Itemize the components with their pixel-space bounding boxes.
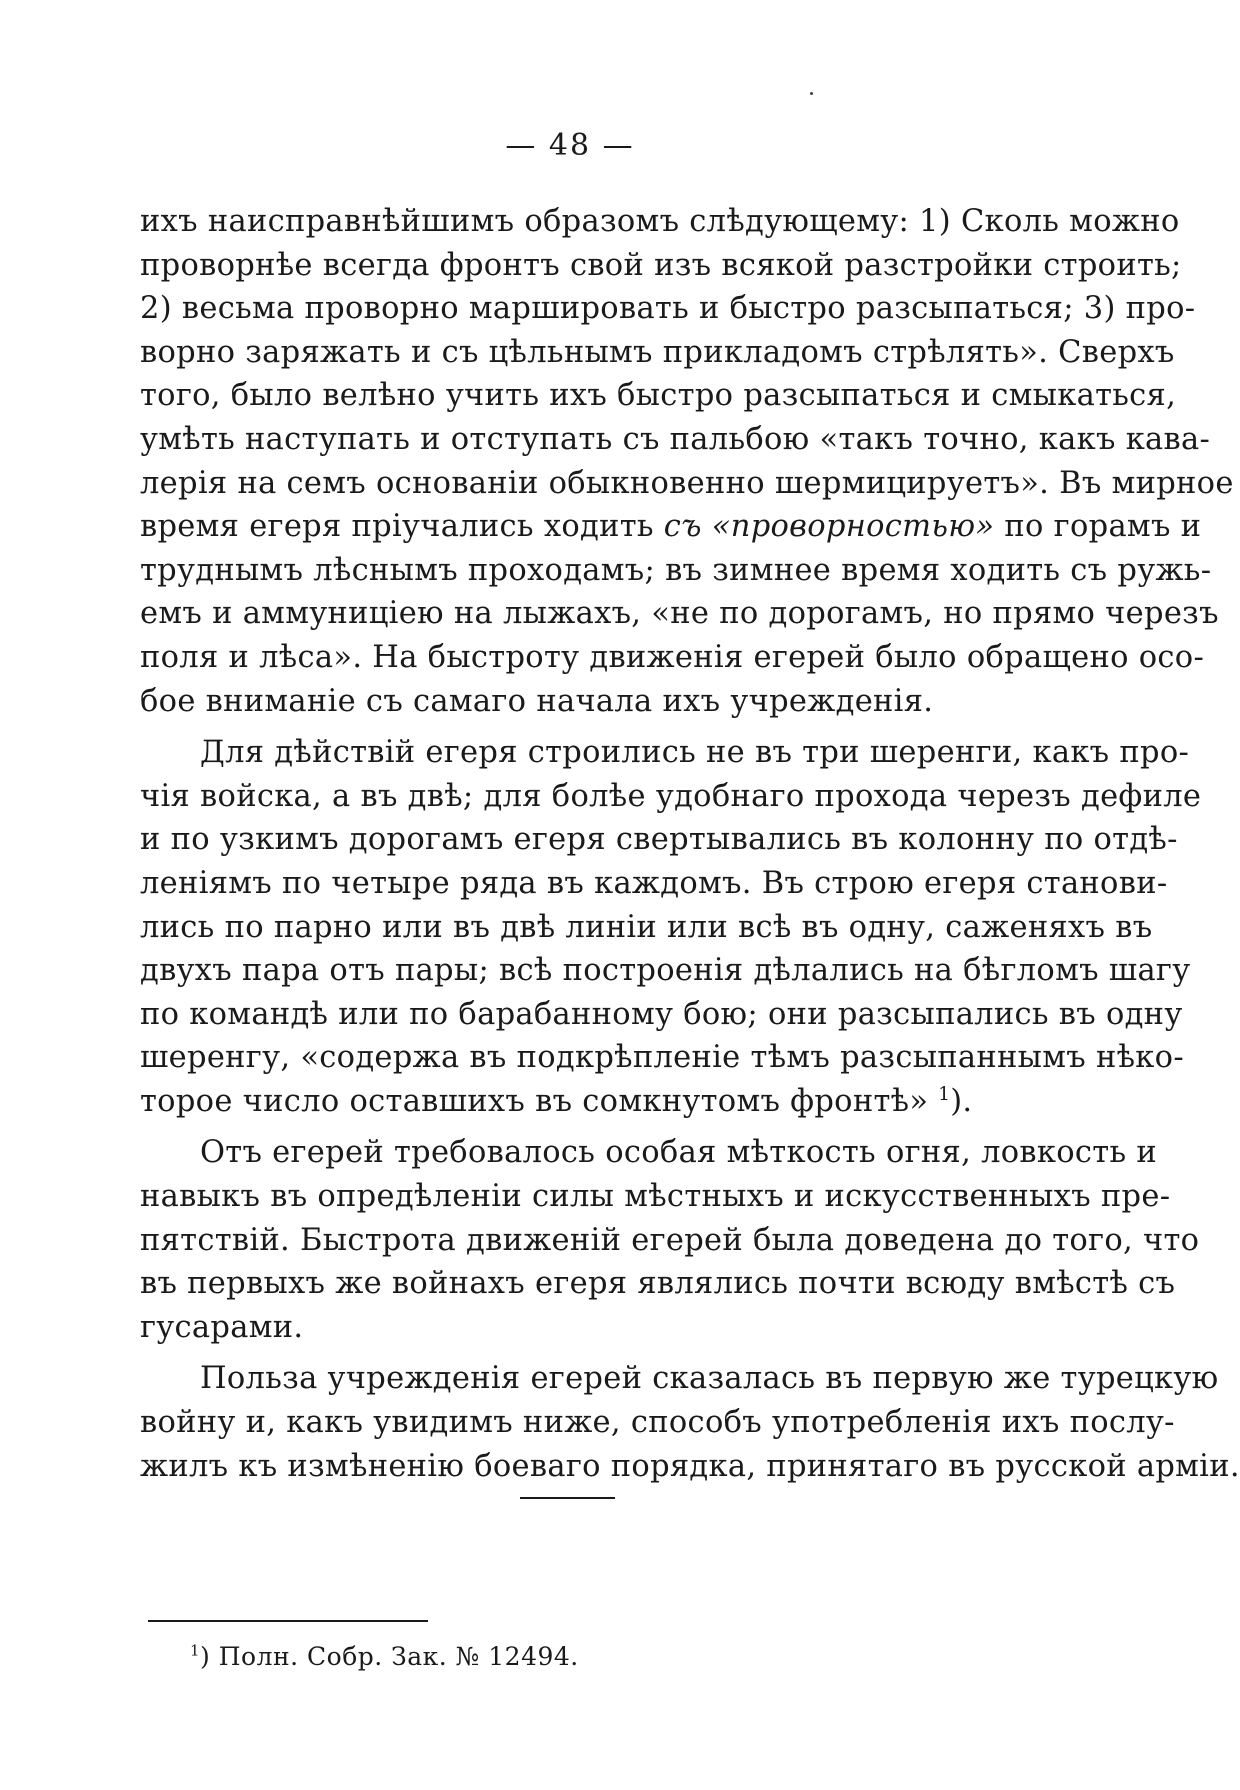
line-segment: по горамъ и <box>994 509 1202 545</box>
page-number: — 48 — <box>505 128 635 163</box>
text-line <box>140 505 1202 549</box>
text-line: и по узкимъ дорогамъ егеря свертывались въ колонну по отдѣ- <box>140 822 1178 858</box>
footnote-rule <box>148 1620 428 1622</box>
text-line: въ первыхъ же войнахъ егеря являлись почти всюду вмѣстѣ съ <box>140 1266 1176 1302</box>
footnote-text: ) Полн. Собр. Зак. № 12494. <box>200 1642 579 1671</box>
text-line: двухъ пара отъ пары; всѣ построенія дѣлались на бѣгломъ шагу <box>140 953 1191 989</box>
text-line: пятствій. Быстрота движеній егерей была доведена до того, что <box>140 1222 1200 1258</box>
text-line: лись по парно или въ двѣ линіи или всѣ въ одну, саженяхъ въ <box>140 909 1153 945</box>
text-line: навыкъ въ опредѣленіи силы мѣстныхъ и искусственныхъ пре- <box>140 1179 1171 1215</box>
paragraph <box>140 1357 1240 1488</box>
text-line: по командѣ или по барабанному бою; они разсыпались въ одну <box>140 996 1183 1032</box>
paragraph <box>140 200 1234 723</box>
footnote <box>190 1642 579 1671</box>
paragraph <box>140 731 1202 1123</box>
line-segment: торое число оставшихъ въ сомкнутомъ фронтѣ» <box>140 1083 939 1119</box>
text-line: умѣть наступать и отступать съ пальбою «такъ точно, какъ кава- <box>140 421 1211 457</box>
paragraph-gap <box>140 1123 1040 1131</box>
text-line: леніямъ по четыре ряда въ каждомъ. Въ строю егеря станови- <box>140 865 1168 901</box>
section-divider <box>520 1497 615 1499</box>
text-line: Польза учрежденія егерей сказалась въ первую же турецкую <box>200 1361 1219 1397</box>
italic-phrase: съ «проворностью» <box>663 509 995 545</box>
text-line: поля и лѣса». На быстроту движенія егерей было обращено осо- <box>140 639 1205 675</box>
footnote-reference: 1 <box>938 1083 951 1105</box>
text-line: бое вниманіе съ самаго начала ихъ учрежденія. <box>140 683 934 719</box>
text-line: труднымъ лѣснымъ проходамъ; въ зимнее время ходить съ ружь- <box>140 552 1212 588</box>
text-line: ихъ наисправнѣйшимъ образомъ слѣдующему: 1) Сколь можно <box>140 204 1180 239</box>
text-line: проворнѣе всегда фронтъ свой изъ всякой разстройки строить; <box>140 247 1182 283</box>
print-speck <box>810 92 813 95</box>
text-line <box>140 1080 1040 1124</box>
paragraph <box>140 1131 1200 1349</box>
text-line: лерія на семъ основаніи обыкновенно шермицируетъ». Въ мирное <box>140 465 1234 501</box>
text-line: 2) весьма проворно маршировать и быстро разсыпаться; 3) про- <box>140 291 1196 327</box>
paragraph-gap <box>140 723 1040 731</box>
body-text <box>140 200 1240 1488</box>
text-line: гусарами. <box>140 1309 304 1345</box>
line-segment: ). <box>950 1083 973 1119</box>
text-line: ворно заряжать и съ цѣльнымъ прикладомъ стрѣлять». Сверхъ <box>140 334 1175 370</box>
text-line: жилъ къ измѣненію боеваго порядка, принятаго въ русской арміи. <box>140 1448 1240 1484</box>
text-line: Для дѣйствій егеря строились не въ три шеренги, какъ про- <box>200 735 1190 771</box>
text-line: чія войска, а въ двѣ; для болѣе удобнаго прохода черезъ дефиле <box>140 778 1202 814</box>
footnote-marker: 1 <box>190 1641 201 1660</box>
line-segment: время егеря пріучались ходить <box>140 509 664 545</box>
paragraph-gap <box>140 1349 1040 1357</box>
text-line: того, было велѣно учить ихъ быстро разсыпаться и смыкаться, <box>140 378 1177 414</box>
text-line: войну и, какъ увидимъ ниже, способъ употребленія ихъ послу- <box>140 1405 1175 1441</box>
text-line: емъ и аммуниціею на лыжахъ, «не по дорогамъ, но прямо черезъ <box>140 596 1219 632</box>
text-line: шеренгу, «содержа въ подкрѣпленіе тѣмъ разсыпаннымъ нѣко- <box>140 1040 1184 1076</box>
text-line: Отъ егерей требовалось особая мѣткость огня, ловкость и <box>200 1135 1157 1171</box>
